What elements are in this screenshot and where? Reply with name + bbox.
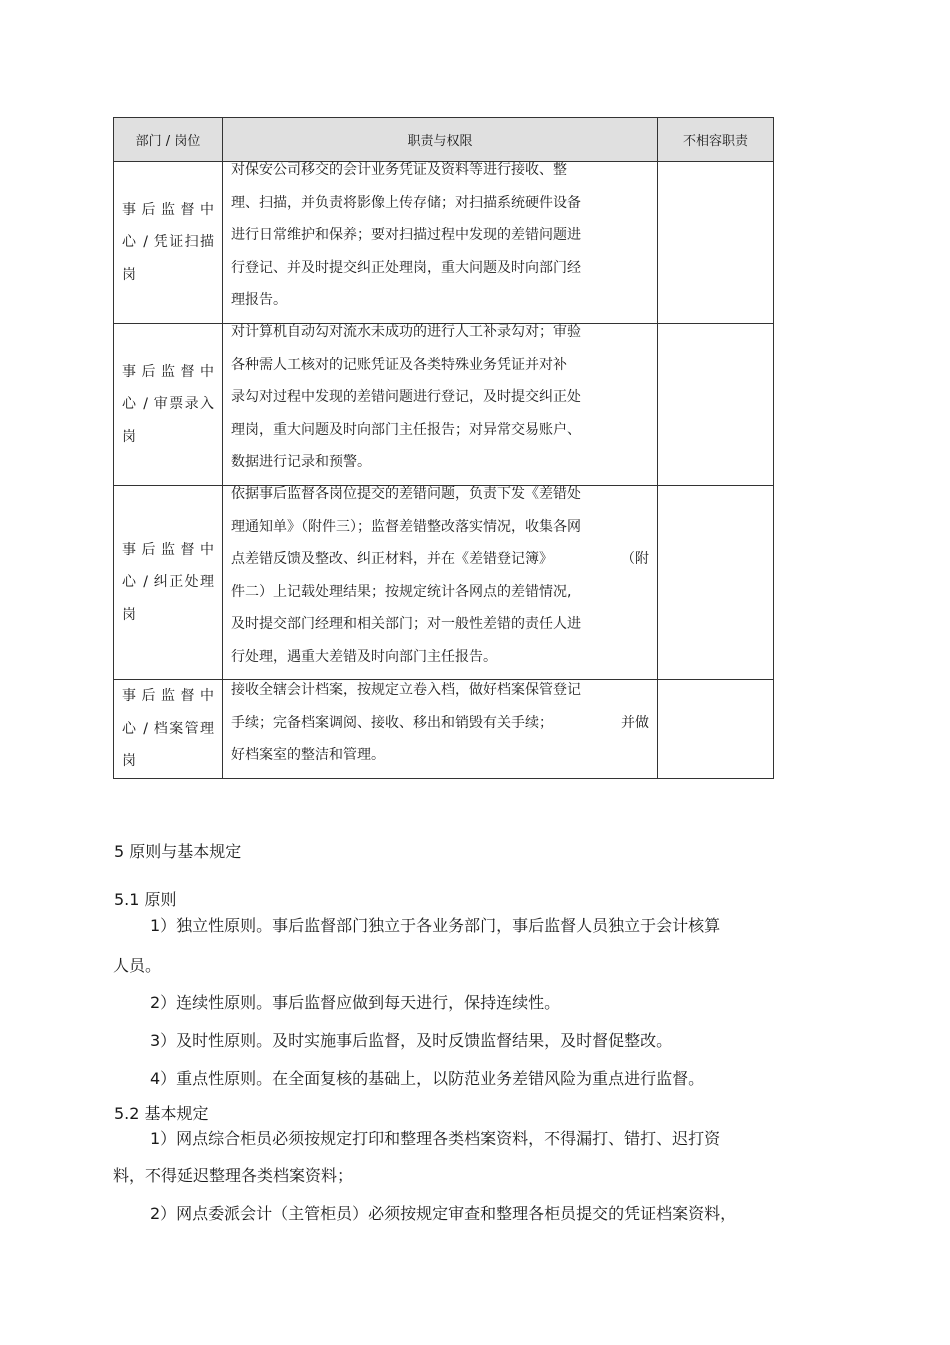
dept-cell: 事 后 监 督 中 心 / 凭证扫描 岗	[114, 162, 223, 324]
section-5-title: 5 原则与基本规定	[114, 842, 242, 861]
principle-1-continued: 人员。	[113, 956, 162, 975]
section-5-2-title: 5.2 基本规定	[114, 1104, 209, 1123]
dept-cell: 事 后 监 督 中 心 / 纠正处理 岗	[114, 486, 223, 680]
principle-3: 3）及时性原则。及时实施事后监督，及时反馈监督结果，及时督促整改。	[150, 1031, 673, 1050]
responsibility-cell: 接收全辖会计档案，按规定立卷入档，做好档案保管登记 手续；完备档案调阅、接收、移出和销毁有关手续； 并做 好档案室的整洁和管理。	[223, 680, 658, 779]
principle-2: 2）连续性原则。事后监督应做到每天进行，保持连续性。	[150, 993, 561, 1012]
table-row	[114, 162, 774, 324]
incompatible-cell	[658, 680, 774, 779]
header-dept: 部门 / 岗位	[114, 118, 223, 162]
rule-1: 1）网点综合柜员必须按规定打印和整理各类档案资料，不得漏打、错打、迟打资	[150, 1129, 721, 1148]
rule-1-continued: 料，不得延迟整理各类档案资料；	[113, 1166, 354, 1185]
header-responsibility: 职责与权限	[223, 118, 658, 162]
responsibility-cell: 对保安公司移交的会计业务凭证及资料等进行接收、整 理、扫描，并负责将影像上传存储；对扫描系统硬件设备 进行日常维护和保养；要对扫描过程中发现的差错问题进 行登记、并及时提交纠正处理岗，重大问题及时向部门经 理报告。	[223, 162, 658, 324]
responsibility-cell: 对计算机自动勾对流水未成功的进行人工补录勾对；审验 各种需人工核对的记账凭证及各类特殊业务凭证并对补 录勾对过程中发现的差错问题进行登记，及时提交纠正处 理岗，重大问题及时向部门主任报告；对异常交易账户、 数据进行记录和预警。	[223, 324, 658, 486]
principle-1: 1）独立性原则。事后监督部门独立于各业务部门，事后监督人员独立于会计核算	[150, 916, 721, 935]
principle-4: 4）重点性原则。在全面复核的基础上，以防范业务差错风险为重点进行监督。	[150, 1069, 705, 1088]
incompatible-cell	[658, 486, 774, 680]
duty-table	[113, 117, 774, 779]
rule-2: 2）网点委派会计（主管柜员）必须按规定审查和整理各柜员提交的凭证档案资料，	[150, 1204, 737, 1223]
table-row	[114, 680, 774, 779]
dept-cell: 事 后 监 督 中 心 / 审票录入 岗	[114, 324, 223, 486]
table-row	[114, 486, 774, 680]
incompatible-cell	[658, 162, 774, 324]
table-row	[114, 324, 774, 486]
section-5-1-title: 5.1 原则	[114, 890, 177, 909]
responsibility-cell: 依据事后监督各岗位提交的差错问题，负责下发《差错处 理通知单》（附件三）；监督差错整改落实情况，收集各网 点差错反馈及整改、纠正材料，并在《差错登记簿》 （附 件二）上记载处理结果；按规定统计各网点的差错情况, 及时提交部门经理和相关部门；对一般性差错的责任人进 行处理，遇重大差错及时向部门主任报告。	[223, 486, 658, 680]
incompatible-cell	[658, 324, 774, 486]
header-incompatible: 不相容职责	[658, 118, 774, 162]
dept-cell: 事 后 监 督 中 心 / 档案管理 岗	[114, 680, 223, 779]
